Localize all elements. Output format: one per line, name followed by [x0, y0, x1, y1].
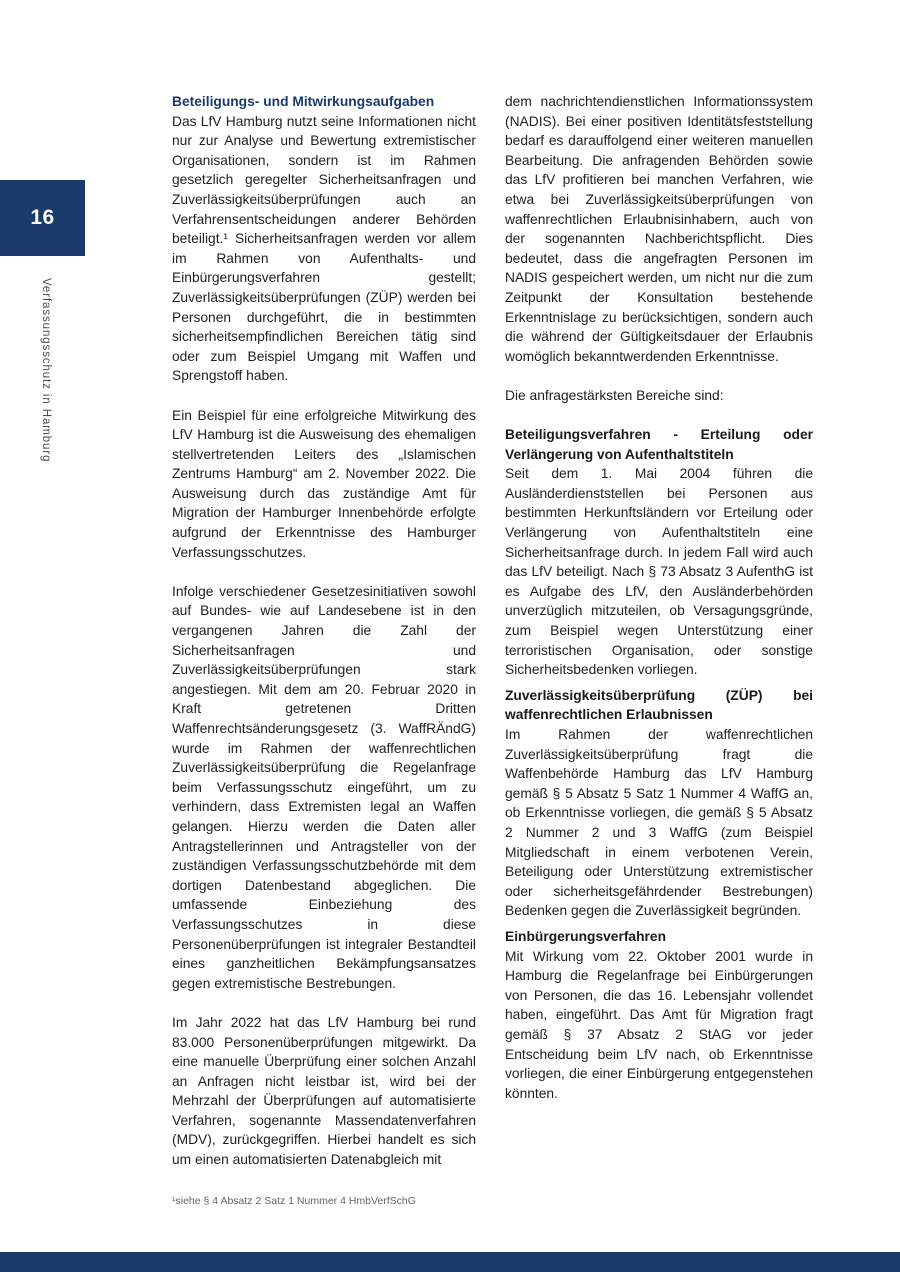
page-number-box — [0, 180, 85, 256]
section-einbuergerung — [505, 927, 813, 1103]
section-heading-einbuergerung: Einbürgerungsverfahren — [505, 928, 666, 944]
bottom-bar — [0, 1252, 900, 1272]
page-number: 16 — [30, 206, 55, 229]
lead-line: Die anfragestärksten Bereiche sind: — [505, 387, 724, 403]
paragraph: Ein Beispiel für eine erfolgreiche Mitwirkung des LfV Hamburg ist die Ausweisung des ehemaligen stellvertretenden Leiters des „Islamischen Zentrums Hamburg“ am 2. November 2022. Die Ausweisung durch das zuständige Amt für Migration der Hamburger Innenbehörde erfolgte aufgrund der Erkenntnisse des Hamburger Verfassungsschutzes. — [172, 407, 476, 560]
section-heading-beteiligungsverfahren: Beteiligungsverfahren - Erteilung oder Verlängerung von Aufenthaltstiteln — [505, 427, 813, 462]
section-heading-beteiligungs-mitwirkung: Beteiligungs- und Mitwirkungsaufgaben — [172, 94, 435, 109]
right-column — [505, 92, 813, 1103]
paragraph: Seit dem 1. Mai 2004 führen die Ausländerdienststellen bei Personen aus bestimmten Herkunftsländern vor Erteilung oder Verlängerung von Aufenthaltstiteln eine Sicherheitsanfrage durch. In jedem Fall wird auch das LfV beteiligt. Nach § 73 Absatz 3 AufenthG ist es Aufgabe des LfV, den Ausländerbehörden unverzüglich mitzuteilen, ob Versagungsgründe, zum Beispiel wegen Unterstützung einer terroristischen Organisation, oder sonstige Sicherheitsbedenken vorliegen. — [505, 466, 813, 678]
section-beteiligungsverfahren — [505, 425, 813, 680]
section-zup — [505, 686, 813, 921]
paragraph: Im Rahmen der waffenrechtlichen Zuverlässigkeitsüberprüfung fragt die Waffenbehörde Hamburg das LfV Hamburg gemäß § 5 Absatz 5 Satz 1 Nummer 4 WaffG an, ob Erkenntnisse vorliegen, die gemäß § 5 Absatz 2 Nummer 2 und 3 WaffG (zum Beispiel Mitgliedschaft in einem verbotenen Verein, Beteiligung oder Unterstützung extremistischer oder sicherheitsgefährdender Bestrebungen) Bedenken gegen die Zuverlässigkeit begründen. — [505, 727, 813, 919]
paragraph-continuation: dem nachrichtendienstlichen Informationssystem (NADIS). Bei einer positiven Identitätsfeststellung bedarf es darauffolgend einer weiteren manuellen Bearbeitung. Die anfragenden Behörden sowie das LfV profitieren bei manchen Verfahren, wie etwa bei Zuverlässigkeitsüberprüfungen von waffenrechtlichen Erlaubnisinhabern, auch von der sogenannten Nachberichtspflicht. Dies bedeutet, dass die angefragten Personen im NADIS gespeichert werden, um nicht nur die zum Zeitpunkt der Konsultation bestehende Erkenntnislage zu berücksichtigen, sondern auch die während der Gültigkeitsdauer der Erlaubnis womöglich bekanntwerdenden Erkenntnisse. — [505, 94, 813, 364]
paragraph: Im Jahr 2022 hat das LfV Hamburg bei rund 83.000 Personenüberprüfungen mitgewirkt. Da eine manuelle Überprüfung einer solchen Anzahl an Anfragen nicht leistbar ist, wird bei der Mehrzahl der Überprüfungen auf automatisierte Verfahren, sogenannte Massendatenverfahren (MDV), zurückgegriffen. Hierbei handelt es sich um einen automatisierten Datenabgleich mit — [172, 1014, 476, 1168]
margin-vertical-label: Verfassungsschutz in Hamburg — [40, 278, 52, 463]
footnote: ¹siehe § 4 Absatz 2 Satz 1 Nummer 4 HmbVerfSchG — [172, 1195, 416, 1207]
paragraph: Infolge verschiedener Gesetzesinitiativen sowohl auf Bundes- wie auf Landesebene ist in den vergangenen Jahren die Zahl der Sicherheitsanfragen und Zuverlässigkeitsüberprüfungen stark angestiegen. Mit dem am 20. Februar 2020 in Kraft getretenen Dritten Waffenrechtsänderungsgesetz (3. WaffRÄndG) wurde im Rahmen der waffenrechtlichen Zuverlässigkeitsüberprüfung die Regelanfrage beim Verfassungsschutz eingeführt, um zu verhindern, dass Extremisten legal an Waffen gelangen. Hierzu werden die Daten aller Antragstellerinnen und Antragsteller von der zuständigen Verfassungsschutzbehörde mit dem dortigen Datenbestand abgeglichen. Die umfassende Einbeziehung des Verfassungsschutzes in diese Personenüberprüfungen ist integraler Bestandteil eines ganzheitlichen Bekämpfungsansatzes gegen extremistische Bestrebungen. — [172, 583, 476, 991]
paragraph: Mit Wirkung vom 22. Oktober 2001 wurde in Hamburg die Regelanfrage bei Einbürgerungen von Personen, die das 16. Lebensjahr vollendet haben, eingeführt. Das Amt für Migration fragt gemäß § 37 Absatz 2 StAG vor jeder Entscheidung beim LfV nach, ob Erkenntnisse vorliegen, die einer Einbürgerung entgegenstehen könnten. — [505, 948, 813, 1101]
left-column — [172, 92, 476, 1170]
paragraph: Das LfV Hamburg nutzt seine Informationen nicht nur zur Analyse und Bewertung extremistischer Organisationen, sondern ist im Rahmen gesetzlich geregelter Sicherheitsanfragen und Zuverlässigkeitsüberprüfungen auch an Verfahrensentscheidungen anderer Behörden beteiligt.¹ Sicherheitsanfragen werden vor allem im Rahmen von Aufenthalts- und Einbürgerungsverfahren gestellt; Zuverlässigkeitsüberprüfungen (ZÜP) werden bei Personen durchgeführt, die in bestimmten sicherheitsempfindlichen Bereichen tätig sind oder zum Beispiel Umgang mit Waffen und Sprengstoff haben. — [172, 113, 476, 384]
section-heading-zup: Zuverlässigkeitsüberprüfung (ZÜP) bei waffenrechtlichen Erlaubnissen — [505, 687, 813, 723]
